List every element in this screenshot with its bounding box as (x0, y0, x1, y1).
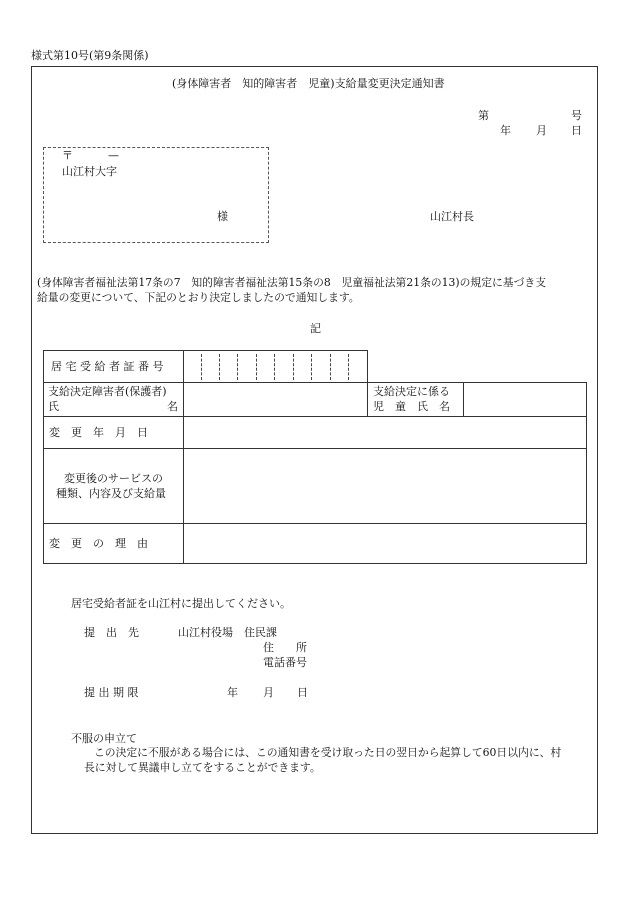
ki-heading: 記 (310, 322, 321, 335)
objection-title: 不服の申立て (71, 732, 137, 745)
deadline-year: 年 (227, 686, 238, 699)
recipient-label-uji: 氏 (48, 400, 59, 413)
service-label-2: 種類、内容及び支給量 (56, 487, 166, 500)
recipient-label-1: 支給決定障害者(保護者) (48, 385, 167, 398)
submit-address-label: 住 所 (263, 641, 307, 654)
postal-dash: — (108, 149, 119, 162)
date-month: 月 (536, 124, 547, 137)
number-dai: 第 (478, 109, 489, 122)
cert-number-label: 居 宅 受 給 者 証 番 号 (51, 360, 164, 373)
address-box (43, 147, 269, 243)
date-day: 日 (571, 124, 582, 137)
date-year: 年 (500, 124, 511, 137)
postal-mark: 〒 (62, 149, 73, 162)
objection-line-1: この決定に不服がある場合には、この通知書を受け取った日の翌日から起算して60日以内に、村 (94, 746, 562, 759)
objection-line-2: 長に対して異議申し立てをすることができます。 (84, 761, 321, 774)
change-date-label: 変 更 年 月 日 (49, 426, 148, 439)
deadline-month: 月 (263, 686, 274, 699)
change-reason-label: 変 更 の 理 由 (49, 537, 148, 550)
address-village: 山江村大字 (62, 165, 117, 178)
deadline-day: 日 (297, 686, 308, 699)
submit-to-value: 山江村役場 住民課 (178, 626, 277, 639)
form-reference: 様式第10号(第9条関係) (31, 49, 149, 62)
submit-tel-label: 電話番号 (263, 656, 307, 669)
number-go: 号 (571, 109, 582, 122)
service-label-1: 変更後のサービスの (64, 472, 163, 485)
submit-to-label: 提 出 先 (84, 626, 139, 639)
submit-note: 居宅受給者証を山江村に提出してください。 (71, 597, 291, 610)
child-label-2: 児 童 氏 名 (373, 400, 450, 413)
child-label-1: 支給決定に係る (373, 385, 450, 398)
deadline-label: 提 出 期 限 (84, 686, 139, 699)
body-text-line-1: (身体障害者福祉法第17条の7 知的障害者福祉法第15条の8 児童福祉法第21条の13)の規定に基づき支 (37, 276, 546, 289)
document-title: (身体障害者 知的障害者 児童)支給量変更決定通知書 (172, 77, 445, 90)
addressee-honorific: 様 (217, 210, 228, 223)
body-text-line-2: 給量の変更について、下記のとおり決定しましたので通知します。 (37, 291, 360, 304)
recipient-label-mei: 名 (167, 400, 178, 413)
issuer-name: 山江村長 (430, 210, 474, 223)
